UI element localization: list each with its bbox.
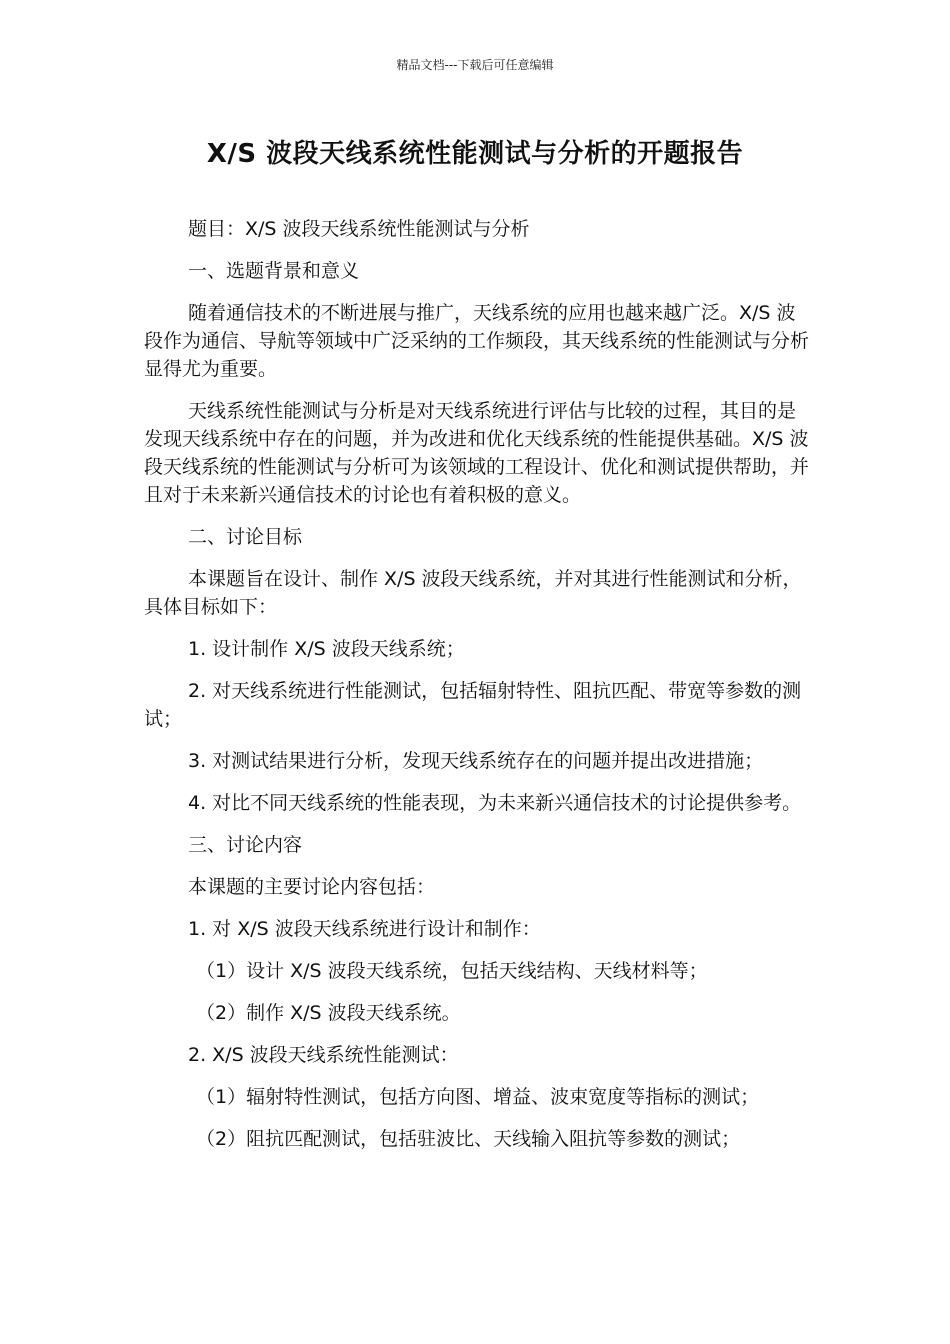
paragraph: 本课题的主要讨论内容包括： (188, 876, 436, 898)
section-heading-objectives: 二、讨论目标 (188, 526, 303, 548)
sub-list-item: （1）设计 X/S 波段天线系统，包括天线结构、天线材料等； (196, 960, 708, 982)
paragraph-topic: 题目：X/S 波段天线系统性能测试与分析 (188, 218, 530, 240)
sub-list-item: （1）辐射特性测试，包括方向图、增益、波束宽度等指标的测试； (196, 1086, 760, 1108)
section-heading-background: 一、选题背景和意义 (188, 260, 360, 282)
document-body (144, 215, 809, 1167)
sub-list-item: （2）制作 X/S 波段天线系统。 (196, 1002, 461, 1024)
list-item: 2. X/S 波段天线系统性能测试： (188, 1044, 459, 1066)
document-title: X/S 波段天线系统性能测试与分析的开题报告 (206, 139, 744, 169)
paragraph: 本课题旨在设计、制作 X/S 波段天线系统，并对其进行性能测试和分析，具体目标如下： (144, 568, 802, 618)
list-item: 2. 对天线系统进行性能测试，包括辐射特性、阻抗匹配、带宽等参数的测试； (144, 680, 802, 730)
page-header: 精品文档---下载后可任意编辑 (396, 58, 554, 72)
list-item: 3. 对测试结果进行分析，发现天线系统存在的问题并提出改进措施； (188, 750, 764, 772)
sub-list-item: （2）阻抗匹配测试，包括驻波比、天线输入阻抗等参数的测试； (196, 1128, 741, 1150)
paragraph: 随着通信技术的不断进展与推广，天线系统的应用也越来越广泛。X/S 波段作为通信、导航等领域中广泛采纳的工作频段，其天线系统的性能测试与分析显得尤为重要。 (144, 302, 810, 380)
paragraph: 天线系统性能测试与分析是对天线系统进行评估与比较的过程，其目的是发现天线系统中存在的问题，并为改进和优化天线系统的性能提供基础。X/S 波段天线系统的性能测试与分析可为该领域的工程设计、优化和测试提供帮助，并且对于未来新兴通信技术的讨论也有着积极的意义。 (144, 400, 810, 506)
list-item: 1. 对 X/S 波段天线系统进行设计和制作： (188, 918, 541, 940)
list-item: 1. 设计制作 X/S 波段天线系统； (188, 638, 465, 660)
list-item: 4. 对比不同天线系统的性能表现，为未来新兴通信技术的讨论提供参考。 (188, 792, 802, 814)
section-heading-content: 三、讨论内容 (188, 834, 303, 856)
